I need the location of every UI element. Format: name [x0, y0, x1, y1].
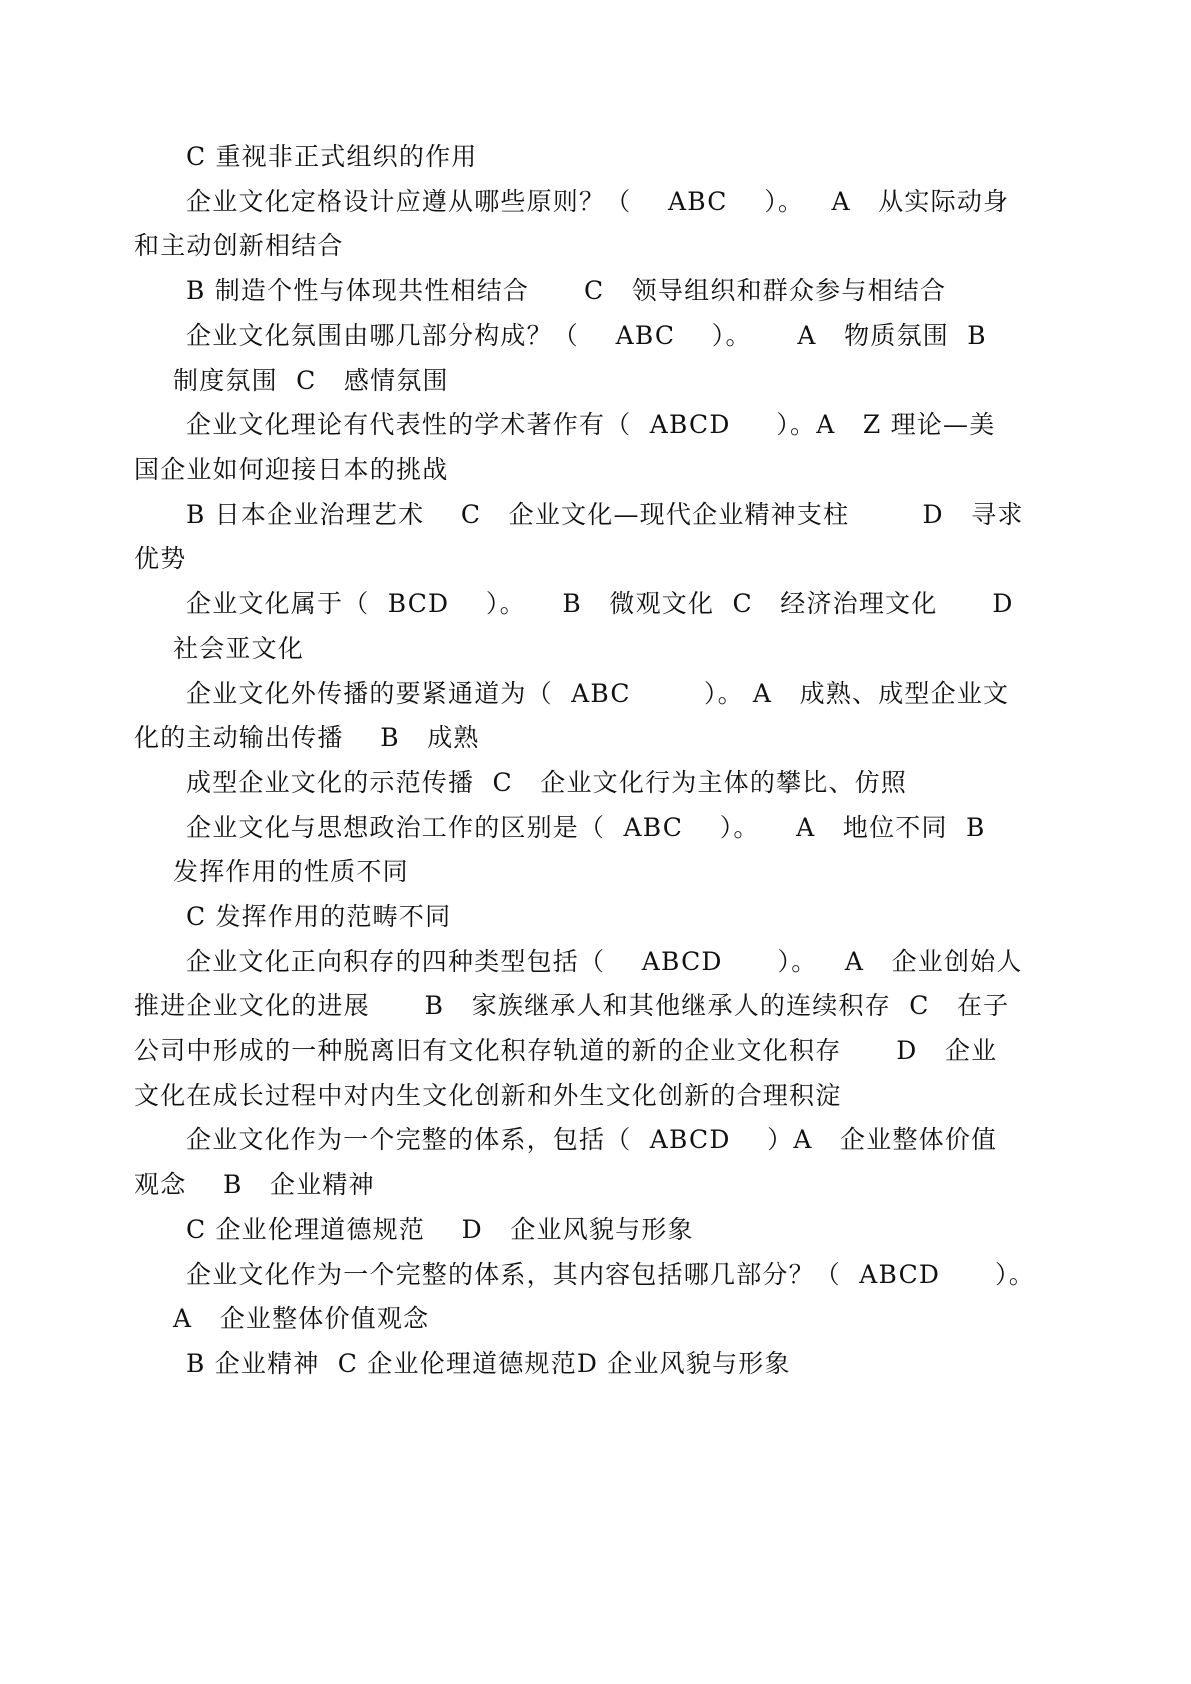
text-line: 企业文化作为一个完整的体系，包括（ ABCD ）A 企业整体价值 — [186, 1125, 998, 1154]
text-line: 企业文化属于（ BCD ）。 B 微观文化 C 经济治理文化 D — [186, 589, 1014, 618]
text-line: C 重视非正式组织的作用 — [186, 142, 478, 171]
text-line: 成型企业文化的示范传播 C 企业文化行为主体的攀比、仿照 — [186, 768, 908, 797]
text-line: 国企业如何迎接日本的挑战 — [134, 455, 449, 484]
text-line: 企业文化作为一个完整的体系，其内容包括哪几部分？（ ABCD ）。 — [186, 1260, 1035, 1289]
text-line: B 企业精神 C 企业伦理道德规范D 企业风貌与形象 — [186, 1349, 791, 1378]
text-line: C 发挥作用的范畴不同 — [186, 902, 452, 931]
text-line: 化的主动输出传播 B 成熟 — [134, 723, 480, 752]
text-line: 企业文化理论有代表性的学术著作有（ ABCD ）。A Z 理论—美 — [186, 410, 996, 439]
text-line: 推进企业文化的进展 B 家族继承人和其他继承人的连续积存 C 在子 — [134, 991, 1010, 1020]
text-line: 公司中形成的一种脱离旧有文化积存轨道的新的企业文化积存 D 企业 — [134, 1036, 998, 1065]
text-line: 发挥作用的性质不同 — [173, 857, 409, 886]
text-line: 社会亚文化 — [173, 634, 305, 663]
text-line: 企业文化定格设计应遵从哪些原则？（ ABC ）。 A 从实际动身 — [186, 187, 1010, 216]
text-line: 企业文化氛围由哪几部分构成？（ ABC ）。 A 物质氛围 B — [186, 321, 987, 350]
text-line: A 企业整体价值观念 — [173, 1304, 430, 1333]
text-line: B 日本企业治理艺术 C 企业文化—现代企业精神支柱 D 寻求 — [186, 500, 1024, 529]
text-line: C 企业伦理道德规范 D 企业风貌与形象 — [186, 1215, 694, 1244]
text-line: 企业文化外传播的要紧通道为（ ABC ）。 A 成熟、成型企业文 — [186, 679, 1010, 708]
text-line: 优势 — [134, 544, 187, 573]
text-line: 和主动创新相结合 — [134, 231, 344, 260]
text-line: 企业文化与思想政治工作的区别是（ ABC ）。 A 地位不同 B — [186, 813, 986, 842]
text-line: 文化在成长过程中对内生文化创新和外生文化创新的合理积淀 — [134, 1081, 842, 1110]
text-line: 制度氛围 C 感情氛围 — [173, 366, 449, 395]
text-line: 观念 B 企业精神 — [134, 1170, 375, 1199]
text-line: B 制造个性与体现共性相结合 C 领导组织和群众参与相结合 — [186, 276, 947, 305]
text-line: 企业文化正向积存的四种类型包括（ ABCD ）。 A 企业创始人 — [186, 947, 1023, 976]
